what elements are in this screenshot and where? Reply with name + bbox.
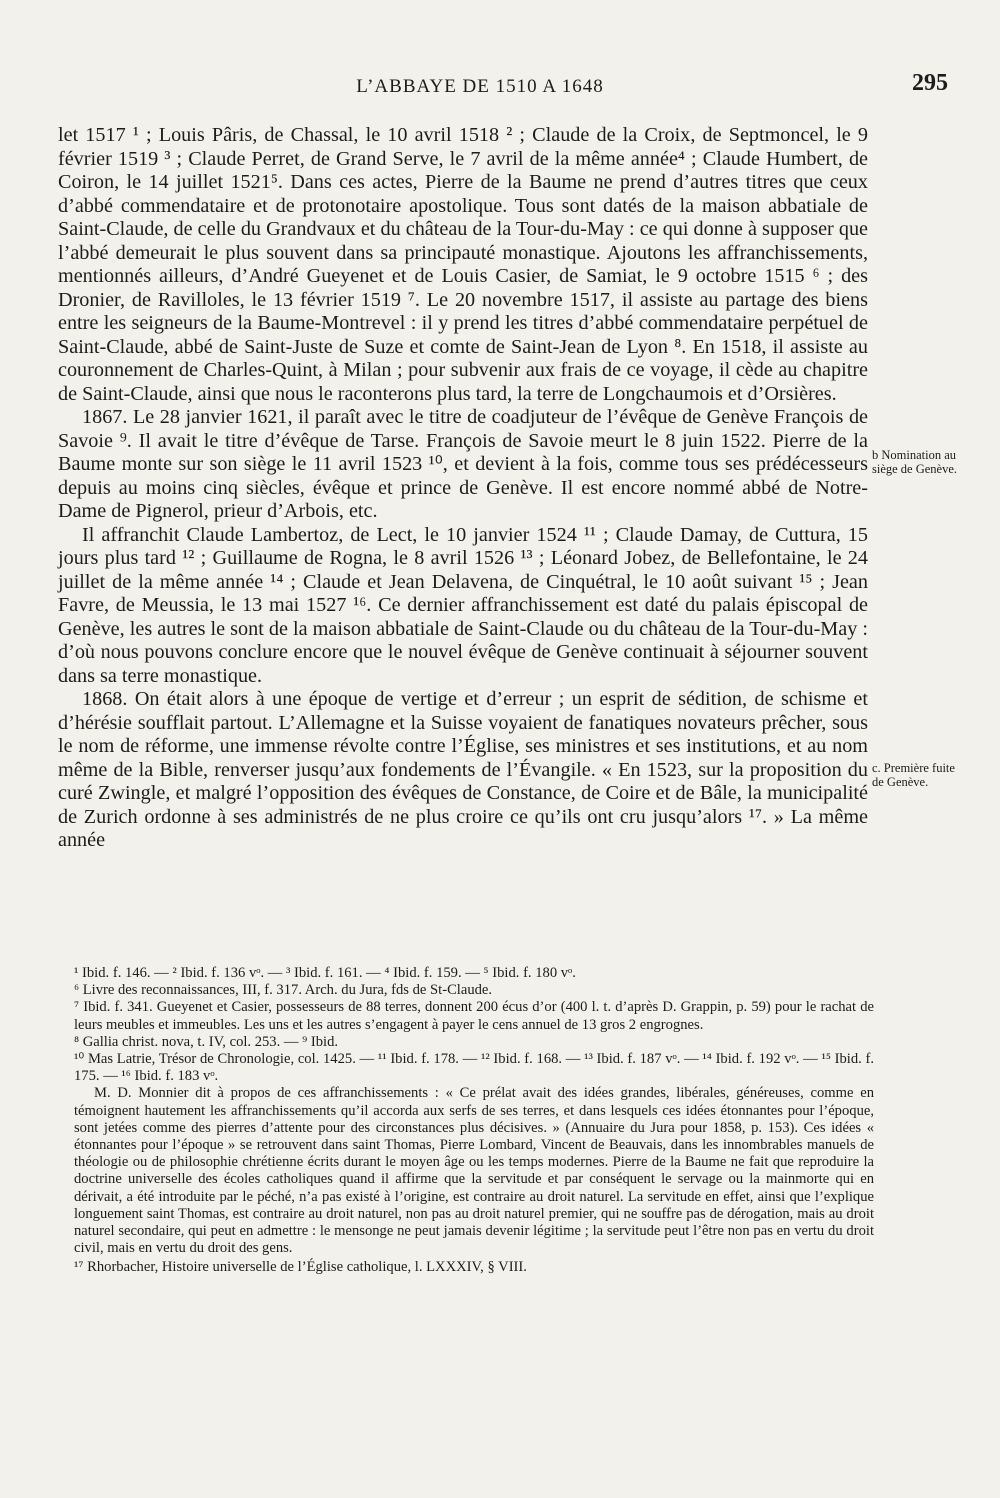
footnote: M. D. Monnier dit à propos de ces affranchissements : « Ce prélat avait des idées grandes, libérales, généreuses, comme en témoignent hautement les affranchissements qu’il accorda aux serfs de ses terres, et dans lesquels ces idées étonnantes pour l’époque, sont jetées comme des pierres d’attente pour des circonstances plus décisives. » (Annuaire du Jura pour 1858, p. 153). Ces idées « étonnantes pour l’époque » se retrouvent dans saint Thomas, Pierre Lombard, Vincent de Beauvais, dans les innombrables manuels de théologie ou de philosophie chrétienne écrits durant le moyen âge ou les temps modernes. Pierre de la Baume ne fait que reproduire la doctrine universelle des écoles catholiques quand il affirme que la servitude et par conséquent le servage ou la mainmorte qui en dérivait, a été introduite par le péché, n’a pas existé à l’origine, est contraire au droit naturel. La servitude en effet, ainsi que l’explique longuement saint Thomas, est contraire au droit naturel, non pas au droit naturel premier, qui ne souffre pas de dérogation, mais au droit naturel secondaire, qui peut en admettre : le mensonge ne peut jamais devenir légitime ; la servitude peut l’être non pas en vertu du droit civil, mais en vertu du droit des gens. <box>74 1085 874 1257</box>
paragraph: let 1517 ¹ ; Louis Pâris, de Chassal, le 10 avril 1518 ² ; Claude de la Croix, de Septmoncel, le 9 février 1519 ³ ; Claude Perret, de Grand Serve, le 7 avril de la même année⁴ ; Claude Humbert, de Coiron, le 14 juillet 1521⁵. Dans ces actes, Pierre de la Baume ne prend d’autres titres que ceux d’abbé commendataire et de protonotaire apostolique. Tous sont datés de la maison abbatiale de Saint-Claude, de celle du Grandvaux et du château de la Tour-du-May : ce qui donne à supposer que l’abbé demeurait le plus souvent dans sa principauté monastique. Ajoutons les affranchissements, mentionnés ailleurs, d’André Gueyenet et de Louis Casier, de Samiat, le 9 octobre 1515 ⁶ ; des Dronier, de Ravilloles, le 13 février 1519 ⁷. Le 20 novembre 1517, il assiste au partage des biens entre les seigneurs de la Baume-Montrevel : il y prend les titres d’abbé commendataire perpétuel de Saint-Claude, abbé de Saint-Juste de Suze et comte de Saint-Jean de Lyon ⁸. En 1518, il assiste au couronnement de Charles-Quint, à Milan ; pour subvenir aux frais de ce voyage, il cède au chapitre de Saint-Claude, ainsi que nous le raconterons plus tard, la terre de Longchaumois et d’Orsières. <box>58 124 868 405</box>
footnote: ⁸ Gallia christ. nova, t. IV, col. 253. — ⁹ Ibid. <box>74 1033 339 1050</box>
footnote: ⁶ Livre des reconnaissances, III, f. 317. Arch. du Jura, fds de St-Claude. <box>74 982 493 999</box>
header-title: L’ABBAYE DE 1510 A 1648 <box>356 76 604 97</box>
paragraph: 1867. Le 28 janvier 1621, il paraît avec le titre de coadjuteur de l’évêque de Genève François de Savoie ⁹. Il avait le titre d’évêque de Tarse. François de Savoie meurt le 8 juin 1522. Pierre de la Baume monte sur son siège le 11 avril 1523 ¹⁰, et devient à la fois, comme tous ses prédécesseurs depuis au moins cinq siècles, évêque et prince de Genève. Il est encore nommé abbé de Notre-Dame de Pignerol, prieur d’Arbois, etc. <box>58 406 868 522</box>
paragraph: Il affranchit Claude Lambertoz, de Lect, le 10 janvier 1524 ¹¹ ; Claude Damay, de Cuttura, 15 jours plus tard ¹² ; Guillaume de Rogna, le 8 avril 1526 ¹³ ; Léonard Jobez, de Bellefontaine, le 24 juillet de la même année ¹⁴ ; Claude et Jean Delavena, de Cinquétral, le 10 août suivant ¹⁵ ; Jean Favre, de Meussia, le 13 mai 1527 ¹⁶. Ce dernier affranchissement est daté du palais épiscopal de Genève, les autres le sont de la maison abbatiale de Saint-Claude ou du château de la Tour-du-May : d’où nous pouvons conclure encore que le nouvel évêque de Genève continuait à séjourner souvent dans sa terre monastique. <box>58 523 868 687</box>
footnotes <box>74 965 874 1277</box>
paragraph: 1868. On était alors à une époque de vertige et d’erreur ; un esprit de sédition, de schisme et d’hérésie soufflait partout. L’Allemagne et la Suisse voyaient de fanatiques novateurs prêcher, sous le nom de réforme, une immense révolte contre l’Église, ses ministres et ses institutions, et au nom même de la Bible, renverser jusqu’aux fondements de l’Évangile. « En 1523, sur la proposition du curé Zwingle, et malgré l’opposition des évêques de Constance, de Coire et de Bâle, la municipalité de Zurich ordonne à ses administrés de ne plus croire ce qu’ils ont cru jusqu’alors ¹⁷. » La même année <box>58 688 868 851</box>
page-number: 295 <box>912 70 948 96</box>
footnote: ¹⁷ Rhorbacher, Histoire universelle de l’Église catholique, l. LXXXIV, § VIII. <box>74 1259 527 1276</box>
running-header <box>60 66 948 106</box>
margin-note-b: b Nomination au siège de Genève. <box>872 448 958 476</box>
margin-note-c: c. Première fuite de Genève. <box>872 761 955 789</box>
footnote: ¹⁰ Mas Latrie, Trésor de Chronologie, col. 1425. — ¹¹ Ibid. f. 178. — ¹² Ibid. f. 168. — ¹³ Ibid. f. 187 vᵒ. — ¹⁴ Ibid. f. 192 vᵒ. — ¹⁵ Ibid. f. 175. — ¹⁶ Ibid. f. 183 vᵒ. <box>74 1051 874 1085</box>
main-text <box>58 124 868 853</box>
footnote: ¹ Ibid. f. 146. — ² Ibid. f. 136 vᵒ. — ³ Ibid. f. 161. — ⁴ Ibid. f. 159. — ⁵ Ibid. f. 180 vᵒ. <box>74 965 576 981</box>
footnote: ⁷ Ibid. f. 341. Gueyenet et Casier, possesseurs de 88 terres, donnent 200 écus d’or (400 l. t. d’après D. Grappin, p. 59) pour le rachat de leurs meubles et immeubles. Les uns et les autres s’engagent à payer le cens annuel de 13 gros 2 engrognes. <box>74 999 874 1033</box>
